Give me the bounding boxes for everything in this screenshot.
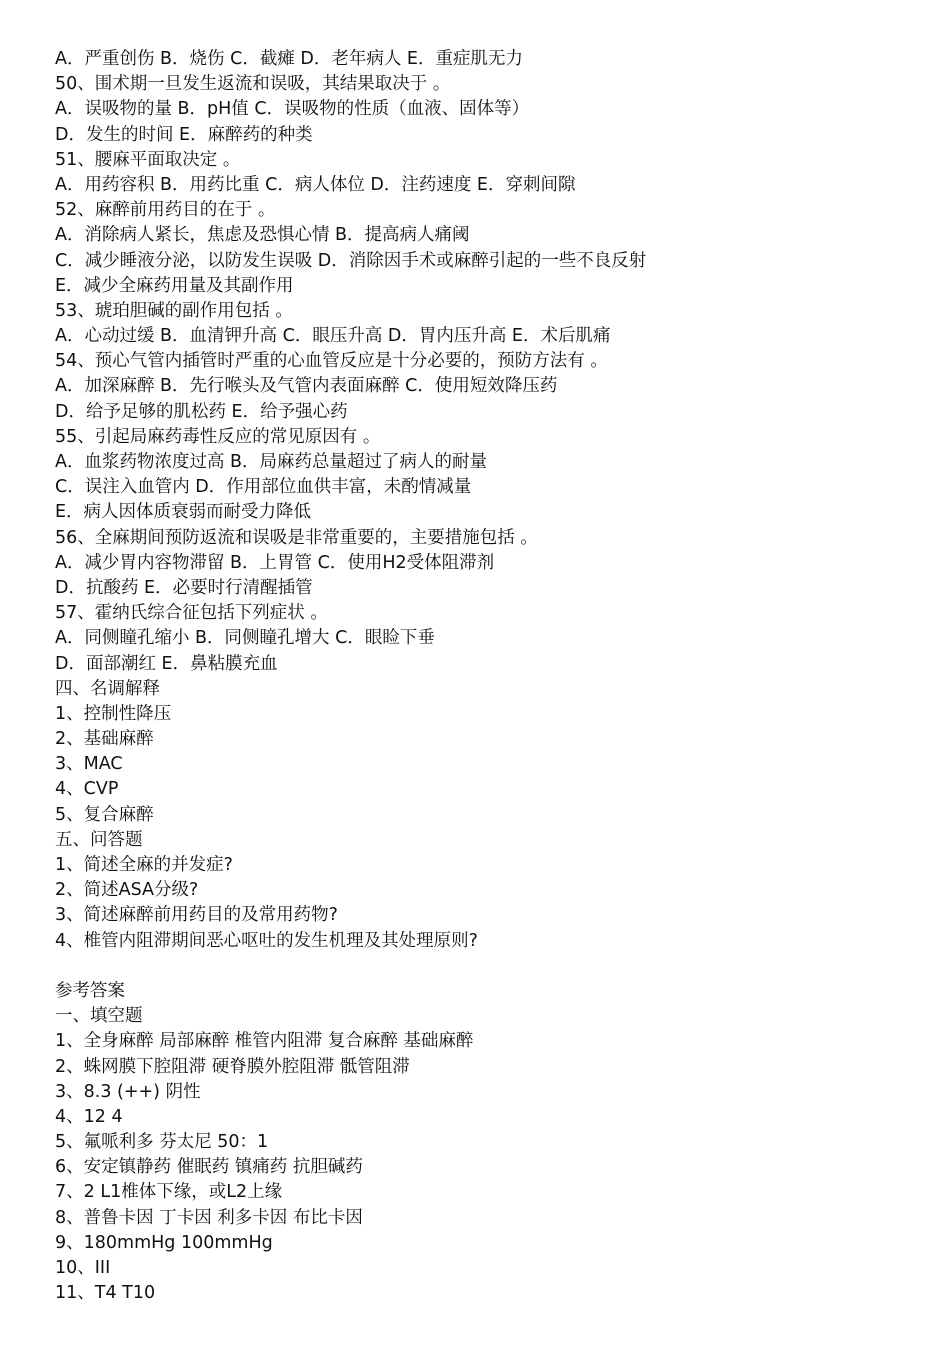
- question-line: D．给予足够的肌松药 E．给予强心药: [55, 401, 348, 422]
- question-line: A．心动过缓 B．血清钾升高 C．眼压升高 D．胃内压升高 E．术后肌痛: [55, 326, 611, 347]
- question-line: C．减少睡液分泌，以防发生误吸 D．消除因手术或麻醉引起的一些不良反射: [55, 250, 647, 271]
- question-line: A．严重创伤 B．烧伤 C．截瘫 D．老年病人 E．重症肌无力: [55, 49, 523, 69]
- answer-line: 3、8.3 (++) 阴性: [55, 1081, 201, 1102]
- question-line: 4、CVP: [55, 779, 119, 800]
- question-line: E．病人因体质衰弱而耐受力降低: [55, 502, 312, 523]
- question-line: 1、简述全麻的并发症?: [55, 855, 233, 875]
- answer-line: 4、12 4: [55, 1106, 123, 1127]
- answer-line: 10、III: [55, 1258, 111, 1278]
- answer-line: 5、氟哌利多 芬太尼 50：1: [55, 1132, 269, 1153]
- question-line: 四、名调解释: [55, 678, 160, 699]
- answer-line: 9、180mmHg 100mmHg: [55, 1232, 273, 1253]
- question-line: 53、琥珀胆碱的副作用包括 。: [55, 300, 293, 321]
- question-line: A．误吸物的量 B．pH值 C．误吸物的性质（血液、固体等）: [55, 99, 530, 120]
- answer-line: 11、T4 T10: [55, 1283, 156, 1304]
- question-line: A．用药容积 B．用药比重 C．病人体位 D．注药速度 E．穿刺间隙: [55, 174, 576, 195]
- question-line: A．加深麻醉 B．先行喉头及气管内表面麻醉 C．使用短效降压药: [55, 376, 558, 397]
- question-line: 五、问答题: [55, 829, 143, 850]
- question-line: A．消除病人紧长，焦虑及恐惧心情 B．提高病人痛阈: [55, 225, 470, 246]
- document-content: [55, 47, 915, 1306]
- question-line: 5、复合麻醉: [55, 804, 154, 825]
- question-line: 50、围术期一旦发生返流和误吸，其结果取决于 。: [55, 74, 451, 95]
- questions-section: [55, 47, 915, 954]
- question-line: 3、简述麻醉前用药目的及常用药物?: [55, 905, 338, 926]
- question-line: D．面部潮红 E．鼻粘膜充血: [55, 653, 278, 674]
- question-line: 2、简述ASA分级?: [55, 880, 199, 901]
- question-line: 4、椎管内阻滞期间恶心呕吐的发生机理及其处理原则?: [55, 930, 478, 951]
- question-line: E．减少全麻药用量及其副作用: [55, 275, 294, 296]
- answer-line: 参考答案: [55, 980, 125, 1001]
- answer-line: 6、安定镇静药 催眠药 镇痛药 抗胆碱药: [55, 1157, 363, 1178]
- question-line: 52、麻醉前用药目的在于 。: [55, 200, 276, 221]
- question-line: D．抗酸药 E．必要时行清醒插管: [55, 577, 313, 598]
- answers-section: [55, 979, 915, 1306]
- answer-line: 7、2 L1椎体下缘，或L2上缘: [55, 1182, 283, 1203]
- answer-line: 8、普鲁卡因 丁卡因 利多卡因 布比卡因: [55, 1207, 363, 1228]
- answer-line: 1、全身麻醉 局部麻醉 椎管内阻滞 复合麻醉 基础麻醉: [55, 1031, 474, 1052]
- question-line: 55、引起局麻药毒性反应的常见原因有 。: [55, 426, 381, 447]
- question-line: 1、控制性降压: [55, 703, 172, 724]
- question-line: 57、霍纳氏综合征包括下列症状 。: [55, 603, 328, 624]
- question-line: D．发生的时间 E．麻醉药的种类: [55, 124, 313, 145]
- question-line: A．血浆药物浓度过高 B．局麻药总量超过了病人的耐量: [55, 452, 488, 472]
- question-line: 2、基础麻醉: [55, 729, 154, 750]
- question-line: 51、腰麻平面取决定 。: [55, 149, 241, 170]
- question-line: 56、全麻期间预防返流和误吸是非常重要的，主要措施包括 。: [55, 527, 538, 548]
- answer-line: 一、填空题: [55, 1006, 143, 1027]
- question-line: A．减少胃内容物滞留 B．上胃管 C．使用H2受体阻滞剂: [55, 552, 495, 573]
- section-gap: [55, 954, 915, 979]
- question-line: A．同侧瞳孔缩小 B．同侧瞳孔增大 C．眼睑下垂: [55, 628, 435, 649]
- answer-line: 2、蛛网膜下腔阻滞 硬脊膜外腔阻滞 骶管阻滞: [55, 1056, 410, 1077]
- question-line: 54、预心气管内插管时严重的心血管反应是十分必要的，预防方法有 。: [55, 351, 608, 372]
- question-line: C．误注入血管内 D．作用部位血供丰富，未酌情减量: [55, 477, 472, 498]
- question-line: 3、MAC: [55, 754, 123, 775]
